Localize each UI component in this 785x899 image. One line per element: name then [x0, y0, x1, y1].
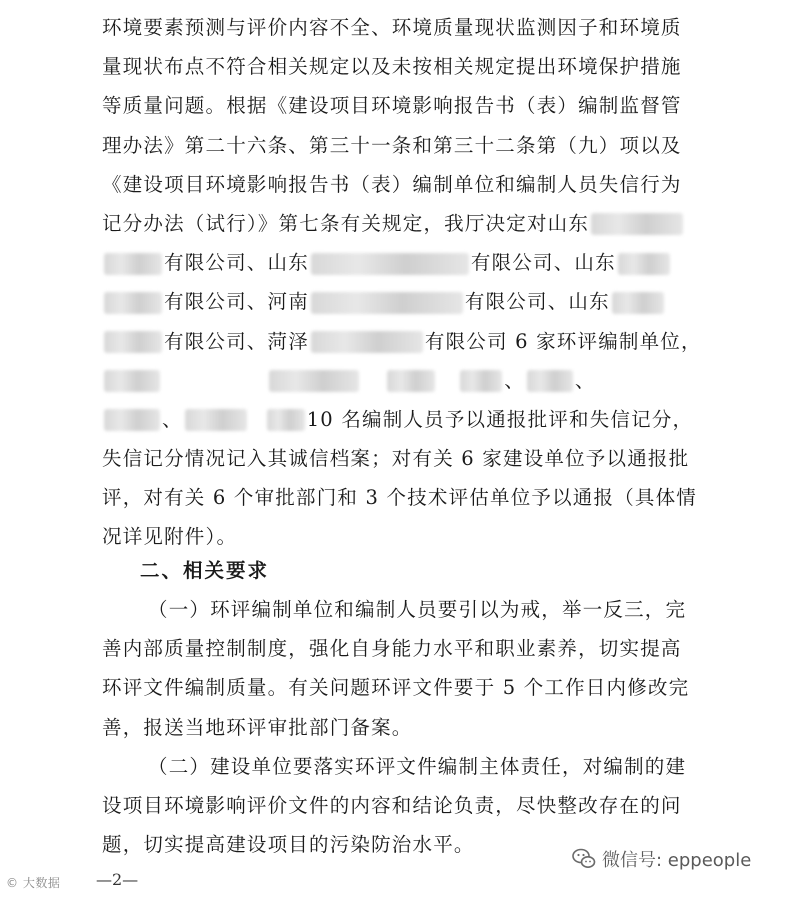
- text-line: 善内部质量控制制度，强化自身能力水平和职业素养，切实提高: [102, 637, 682, 661]
- redaction-blur: [612, 292, 664, 314]
- text-fragment: 10 名编制人员予以通报批评和失信记分，: [306, 407, 694, 431]
- text-line: [102, 361, 692, 400]
- text-line: 量现状布点不符合相关规定以及未按相关规定提出环境保护措施: [102, 55, 682, 79]
- footer-watermark-text: 大数据: [22, 876, 61, 890]
- redaction-blur: [311, 292, 463, 314]
- text-line: 理办法》第二十六条、第三十一条和第三十二条第（九）项以及: [102, 133, 682, 157]
- page-number: —2—: [96, 870, 139, 889]
- requirement-paragraph-1: [102, 590, 692, 747]
- text-line: 题，切实提高建设项目的污染防治水平。: [102, 833, 475, 857]
- text-line: 《建设项目环境影响报告书（表）编制单位和编制人员失信行为: [102, 172, 682, 196]
- text-fragment: 记分办法（试行）》第七条有关规定，我厅决定对山东: [102, 211, 590, 235]
- text-line: [102, 400, 692, 439]
- redaction-blur: [104, 409, 160, 431]
- text-fragment: 、: [504, 368, 525, 392]
- redaction-blur: [387, 370, 435, 392]
- text-fragment: 有限公司、山东: [464, 290, 610, 314]
- text-line: 评，对有关 6 个审批部门和 3 个技术评估单位予以通报（具体情: [102, 486, 698, 510]
- text-line: 况详见附件）。: [102, 525, 238, 549]
- text-line: [102, 282, 692, 321]
- text-line: （一）环评编制单位和编制人员要引以为戒，举一反三，完: [148, 598, 687, 621]
- redaction-blur: [104, 370, 160, 392]
- text-fragment: 有限公司 6 家环评编制单位，: [424, 329, 702, 353]
- text-fragment: 、: [574, 368, 596, 392]
- text-line: [102, 204, 692, 243]
- text-line: （二）建设单位要落实环评文件编制主体责任，对编制的建: [148, 755, 687, 778]
- text-fragment: 有限公司、菏泽: [164, 329, 309, 353]
- text-fragment: 、: [162, 407, 183, 431]
- text-line: [102, 322, 702, 361]
- redaction-blur: [104, 331, 162, 353]
- body-paragraph-continuation: [102, 8, 702, 557]
- text-line: 设项目环境影响评价文件的内容和结论负责，尽快整改存在的问: [102, 794, 682, 818]
- wechat-id-label: 微信号: eppeople: [602, 850, 752, 871]
- wechat-icon: [572, 848, 596, 870]
- text-line: [102, 243, 692, 282]
- copyright-icon: ©: [6, 876, 19, 890]
- footer-watermark-logo: [6, 874, 60, 891]
- text-fragment: 有限公司、山东: [470, 251, 616, 275]
- redaction-blur: [591, 213, 683, 235]
- redaction-blur: [618, 253, 670, 275]
- redaction-blur: [460, 370, 502, 392]
- redaction-blur: [311, 253, 469, 275]
- text-line: 环境要素预测与评价内容不全、环境质量现状监测因子和环境质: [102, 16, 682, 39]
- text-line: 善，报送当地环评审批部门备案。: [102, 715, 413, 739]
- redaction-blur: [527, 370, 573, 392]
- text-fragment: 有限公司、山东: [164, 251, 309, 275]
- text-line: 环评文件编制质量。有关问题环评文件要于 5 个工作日内修改完: [102, 676, 690, 700]
- redaction-blur: [185, 409, 247, 431]
- redaction-blur: [311, 331, 423, 353]
- text-fragment: 有限公司、河南: [164, 290, 309, 314]
- text-line: 失信记分情况记入其诚信档案；对有关 6 家建设单位予以通报批: [102, 447, 690, 471]
- redaction-blur: [104, 253, 162, 275]
- redaction-blur: [267, 409, 305, 431]
- wechat-watermark: [572, 846, 751, 872]
- redaction-blur: [104, 292, 162, 314]
- section-heading: 二、相关要求: [140, 559, 270, 582]
- redaction-blur: [269, 370, 359, 392]
- text-line: 等质量问题。根据《建设项目环境影响报告书（表）编制监督管: [102, 94, 682, 118]
